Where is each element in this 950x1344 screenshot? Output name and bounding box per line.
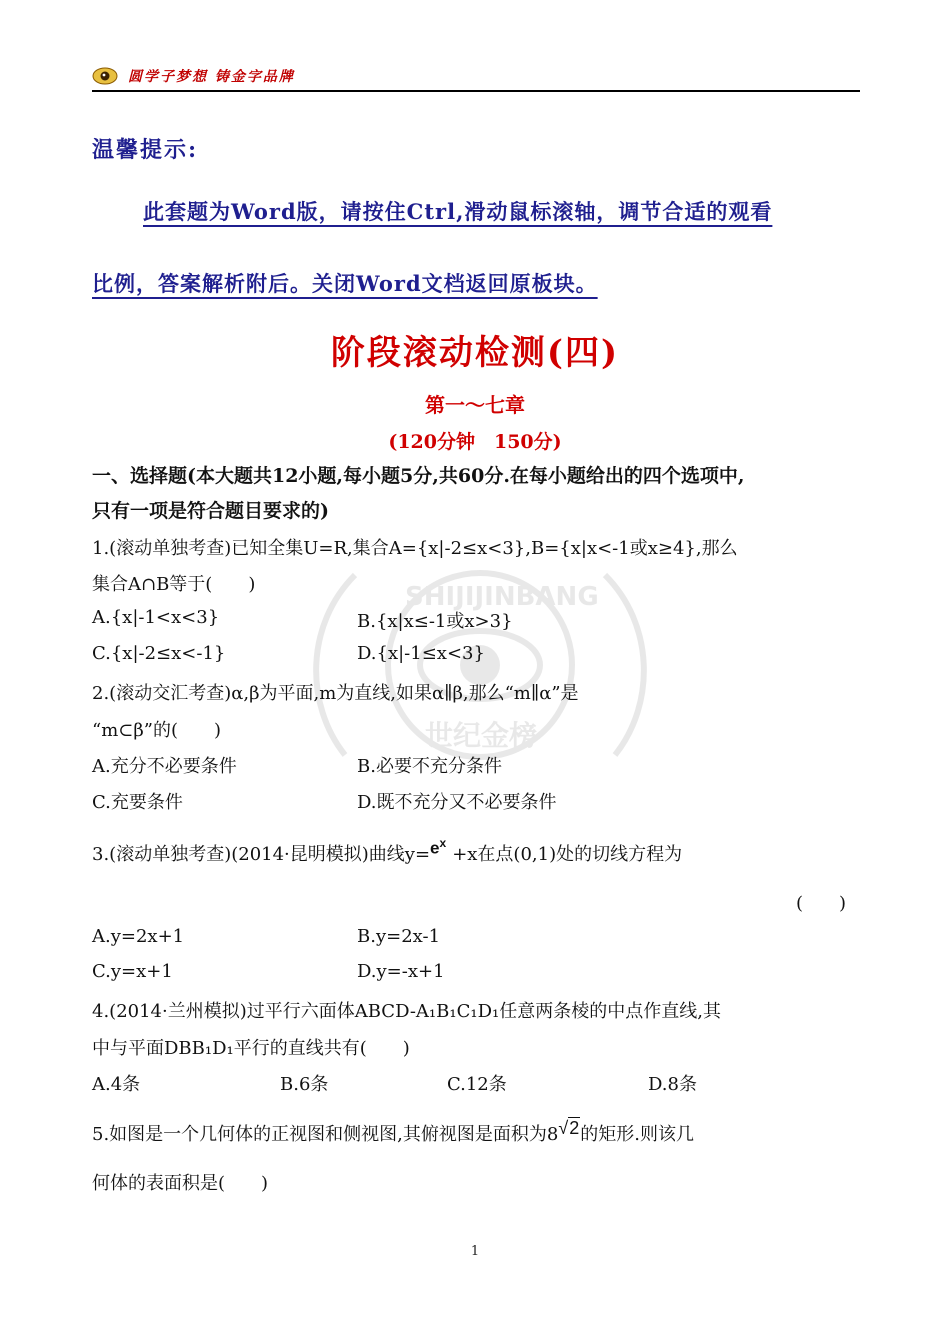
q3-power-base: e: [430, 839, 440, 858]
q4-stem-line-1: 4.(2014·兰州模拟)过平行六面体ABCD-A₁B₁C₁D₁任意两条棱的中点作直线,其: [92, 1001, 721, 1022]
q3-stem-pre: 3.(滚动单独考查)(2014·昆明模拟)曲线y=: [92, 844, 431, 865]
q4-option-d: D.8条: [648, 1074, 697, 1095]
section-header-line-2: 只有一项是符合题目要求的): [92, 500, 329, 522]
header-slogan: 圆学子梦想 铸金字品牌: [128, 69, 295, 85]
watermark-text-en: SHIJIJINBANG: [405, 582, 599, 612]
q3-option-d: D.y=-x+1: [357, 961, 445, 982]
q2-option-d: D.既不充分又不必要条件: [357, 792, 557, 813]
q2-option-b: B.必要不充分条件: [357, 756, 502, 777]
q3-power-exp: x: [439, 836, 447, 851]
q5-sqrt-radicand: 2: [569, 1118, 580, 1138]
q4-stem-line-2: 中与平面DBB₁D₁平行的直线共有( ): [92, 1038, 410, 1059]
chapter-range: 第一～七章: [425, 393, 525, 417]
document-title: 阶段滚动检测(四): [330, 333, 620, 373]
q4-option-a: A.4条: [92, 1074, 141, 1095]
watermark-logo-icon: [285, 555, 675, 775]
q2-option-a: A.充分不必要条件: [92, 756, 237, 777]
q3-power: [430, 836, 446, 859]
q3-option-b: B.y=2x-1: [357, 926, 441, 947]
q1-stem-line-2: 集合A∩B等于( ): [92, 574, 256, 595]
tip-line-2: 比例，答案解析附后。关闭Word文档返回原板块。: [92, 271, 598, 296]
eye-logo-icon: [92, 66, 118, 86]
q5-stem-pre: 5.如图是一个几何体的正视图和侧视图,其俯视图是面积为8: [92, 1124, 559, 1145]
tip-title: 温馨提示:: [92, 137, 199, 163]
q3-option-c: C.y=x+1: [92, 961, 173, 982]
q3-stem: [92, 836, 683, 866]
q1-stem-line-1: 1.(滚动单独考查)已知全集U=R,集合A={x|-2≤x<3},B={x|x<-1或x≥4},那么: [92, 538, 738, 559]
watermark-text-cn: 世纪金榜: [425, 719, 538, 752]
q2-option-c: C.充要条件: [92, 792, 183, 813]
q5-stem-line-1: [92, 1120, 694, 1146]
q1-option-b: B.{x|x≤-1或x>3}: [357, 611, 513, 632]
q1-option-d: D.{x|-1≤x<3}: [357, 643, 485, 664]
q3-answer-bracket: ( ): [796, 893, 847, 914]
section-header-line-1: 一、选择题(本大题共12小题,每小题5分,共60分.在每小题给出的四个选项中,: [92, 465, 745, 487]
q5-sqrt: √2: [558, 1118, 580, 1138]
page-number: 1: [470, 1244, 480, 1259]
tip-line-1: 此套题为Word版，请按住Ctrl,滑动鼠标滚轴，调节合适的观看: [143, 199, 773, 224]
exam-time-score: (120分钟 150分): [388, 431, 562, 453]
q3-stem-post: +x在点(0,1)处的切线方程为: [452, 844, 683, 865]
q4-option-b: B.6条: [280, 1074, 329, 1095]
q2-stem-line-1: 2.(滚动交汇考查)α,β为平面,m为直线,如果α∥β,那么“m∥α”是: [92, 683, 579, 704]
q2-stem-line-2: “m⊂β”的( ): [92, 720, 222, 741]
page-header: [92, 62, 860, 92]
q1-option-c: C.{x|-2≤x<-1}: [92, 643, 226, 664]
q4-option-c: C.12条: [447, 1074, 507, 1095]
q3-option-a: A.y=2x+1: [92, 926, 185, 947]
q5-stem-line-2: 何体的表面积是( ): [92, 1173, 269, 1194]
q5-stem-post: 的矩形.则该几: [580, 1124, 694, 1145]
q1-option-a: A.{x|-1<x<3}: [92, 607, 220, 628]
